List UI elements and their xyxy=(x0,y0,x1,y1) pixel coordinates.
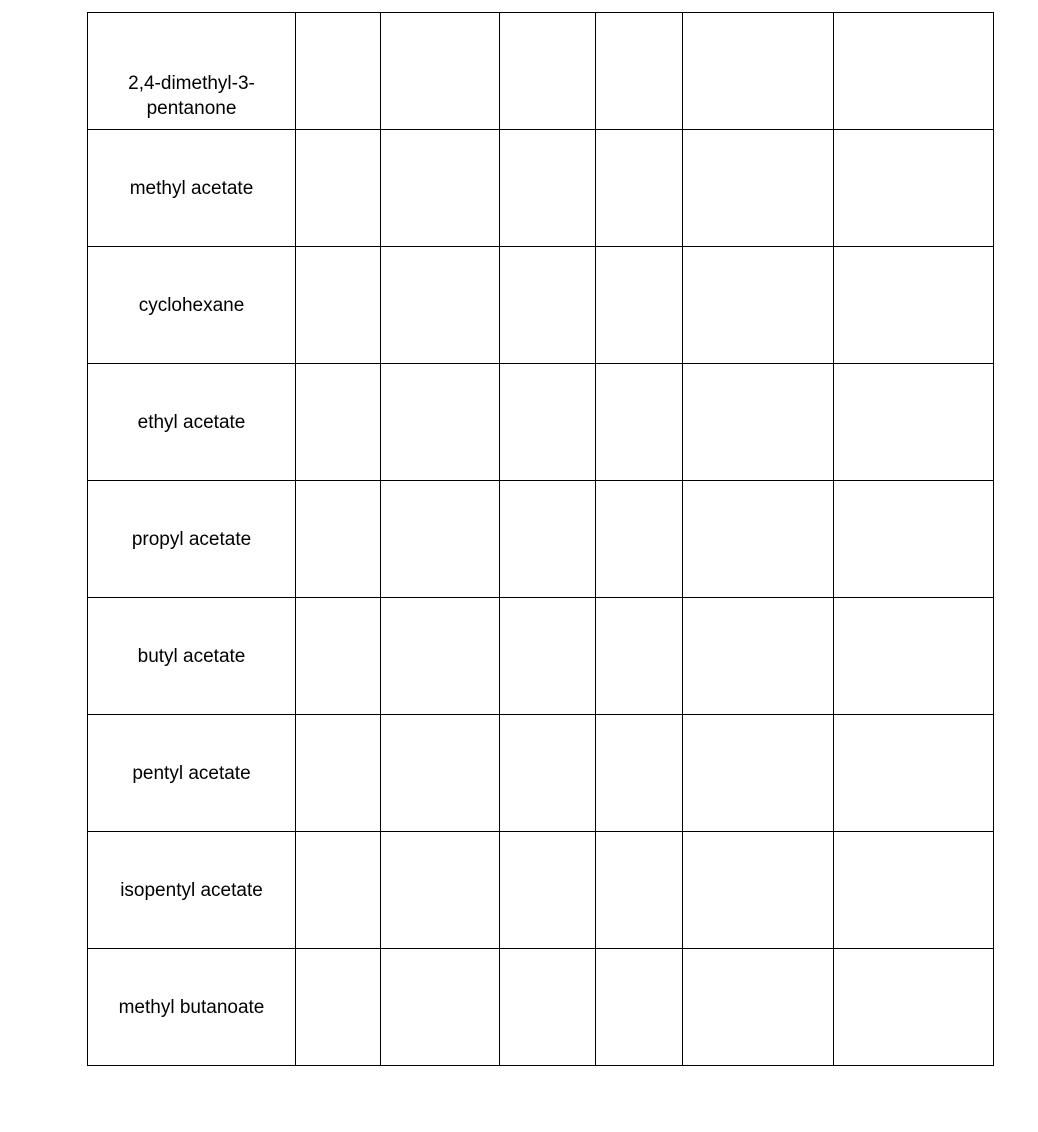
table-row xyxy=(88,832,994,949)
empty-cell[interactable] xyxy=(683,715,834,832)
empty-cell[interactable] xyxy=(596,598,683,715)
empty-cell[interactable] xyxy=(683,481,834,598)
table-row xyxy=(88,598,994,715)
table-row xyxy=(88,715,994,832)
compound-name: cyclohexane xyxy=(138,294,245,316)
compound-name: isopentyl acetate xyxy=(120,879,263,901)
empty-cell[interactable] xyxy=(834,715,994,832)
compound-data-table xyxy=(87,12,994,1066)
empty-cell[interactable] xyxy=(381,13,500,130)
empty-cell[interactable] xyxy=(500,715,596,832)
empty-cell[interactable] xyxy=(596,949,683,1066)
empty-cell[interactable] xyxy=(683,130,834,247)
compound-name-cell xyxy=(88,130,296,247)
compound-name: methyl butanoate xyxy=(118,996,265,1018)
compound-name: ethyl acetate xyxy=(137,411,246,433)
empty-cell[interactable] xyxy=(296,832,381,949)
empty-cell[interactable] xyxy=(596,715,683,832)
empty-cell[interactable] xyxy=(834,598,994,715)
empty-cell[interactable] xyxy=(596,832,683,949)
empty-cell[interactable] xyxy=(296,247,381,364)
empty-cell[interactable] xyxy=(381,364,500,481)
empty-cell[interactable] xyxy=(834,832,994,949)
compound-name: methyl acetate xyxy=(129,177,254,199)
table-row xyxy=(88,364,994,481)
empty-cell[interactable] xyxy=(596,364,683,481)
empty-cell[interactable] xyxy=(683,949,834,1066)
table-row xyxy=(88,481,994,598)
table-row xyxy=(88,130,994,247)
table-row xyxy=(88,247,994,364)
empty-cell[interactable] xyxy=(500,949,596,1066)
empty-cell[interactable] xyxy=(500,481,596,598)
compound-name-cell xyxy=(88,832,296,949)
empty-cell[interactable] xyxy=(500,598,596,715)
empty-cell[interactable] xyxy=(834,481,994,598)
compound-name-cell xyxy=(88,13,296,130)
empty-cell[interactable] xyxy=(834,13,994,130)
empty-cell[interactable] xyxy=(596,247,683,364)
empty-cell[interactable] xyxy=(381,481,500,598)
compound-name: butyl acetate xyxy=(137,645,246,667)
compound-name: pentyl acetate xyxy=(132,762,251,784)
empty-cell[interactable] xyxy=(683,832,834,949)
empty-cell[interactable] xyxy=(296,13,381,130)
empty-cell[interactable] xyxy=(683,247,834,364)
compound-name-cell xyxy=(88,364,296,481)
empty-cell[interactable] xyxy=(683,598,834,715)
empty-cell[interactable] xyxy=(596,13,683,130)
empty-cell[interactable] xyxy=(381,832,500,949)
empty-cell[interactable] xyxy=(500,247,596,364)
compound-name-cell xyxy=(88,247,296,364)
empty-cell[interactable] xyxy=(381,715,500,832)
empty-cell[interactable] xyxy=(834,364,994,481)
empty-cell[interactable] xyxy=(500,364,596,481)
empty-cell[interactable] xyxy=(296,598,381,715)
compound-name-cell xyxy=(88,481,296,598)
empty-cell[interactable] xyxy=(596,481,683,598)
empty-cell[interactable] xyxy=(381,598,500,715)
compound-name-cell xyxy=(88,715,296,832)
empty-cell[interactable] xyxy=(381,247,500,364)
compound-name: 2,4-dimethyl-3-pentanone xyxy=(128,73,255,119)
empty-cell[interactable] xyxy=(381,949,500,1066)
empty-cell[interactable] xyxy=(296,481,381,598)
empty-cell[interactable] xyxy=(834,247,994,364)
compound-name-cell xyxy=(88,598,296,715)
table-body xyxy=(88,13,994,1066)
table-row xyxy=(88,949,994,1066)
empty-cell[interactable] xyxy=(683,13,834,130)
empty-cell[interactable] xyxy=(834,130,994,247)
empty-cell[interactable] xyxy=(683,364,834,481)
empty-cell[interactable] xyxy=(296,130,381,247)
table-row xyxy=(88,13,994,130)
compound-name: propyl acetate xyxy=(131,528,252,550)
empty-cell[interactable] xyxy=(596,130,683,247)
empty-cell[interactable] xyxy=(381,130,500,247)
empty-cell[interactable] xyxy=(296,715,381,832)
empty-cell[interactable] xyxy=(296,949,381,1066)
empty-cell[interactable] xyxy=(500,832,596,949)
empty-cell[interactable] xyxy=(296,364,381,481)
empty-cell[interactable] xyxy=(500,130,596,247)
empty-cell[interactable] xyxy=(500,13,596,130)
compound-name-cell xyxy=(88,949,296,1066)
empty-cell[interactable] xyxy=(834,949,994,1066)
